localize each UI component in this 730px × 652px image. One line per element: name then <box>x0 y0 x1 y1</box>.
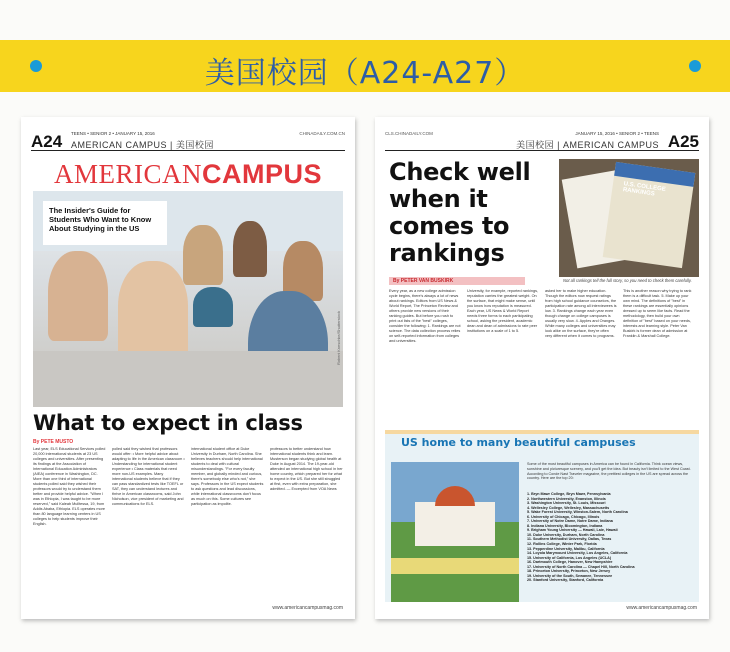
header-meta: TEENS • SENIOR 2 • JANUARY 15, 2016 <box>71 131 155 136</box>
page-number: A25 <box>667 132 699 151</box>
page-footer-url: www.americancampusmag.com <box>272 605 343 611</box>
article-column: professors to better understand how international students think and learn. Musterson began studying global health at Duke in August 2014. The 19-year-old attended an international high school in her home country, which prepared her for what to expect in the US. But she still struggled at first, even with extra preparation, she admitted. — Excerpted from VOA News <box>270 447 343 491</box>
campus-photo <box>391 462 519 602</box>
brand-part-2: CAMPUS <box>202 159 323 189</box>
banner-title: 美国校园（A24-A27） <box>204 56 526 91</box>
article-column: University, for example, reported rankings, reputation carries the greatest weight. On the surface, that might make sense, until you know how reputation is measured. Each year, US News & World Report needs three forms to each participating school, asking the president, academic dean and dean of admissions to rate peer institutions on a scale of 1 to 5. <box>467 289 539 333</box>
page-footer-url: www.americancampusmag.com <box>626 605 697 611</box>
article-column: polled said they wished that professors would offer: • More helpful advice about adapting to life in the American classroom • Understanding for international student experience • Class materials that need more non-US examples. Many international students believe that if they can pass standardized tests like TOEFL or SAT, they can understand lectures and thrive in American classrooms, said John Nicholson, vice president of marketing and communications for ELS. <box>112 447 185 506</box>
right-page <box>375 117 709 619</box>
list-item: 10. Duke University, Durham, North Carolina <box>527 532 605 537</box>
list-item: 1. Bryn Mawr College, Bryn Mawr, Pennsylvania <box>527 492 611 496</box>
article-column: Last year, ELS Educational Services polled 20,000 international students at 23 US colleges and universities. After presenting its findings at the Association of International Education Administrators (AIEA) conference in Washington, DC. More than one third of international students polled said they wished their professors would try to understand them better and provide helpful advice. "When I was in Ethiopia, I was taught to be more reserved," said Kaleab Mulltessa, 19, from Addis Ababa, Ethiopia. ELS operates more than 80 language learning centers in US colleges to help students improve their English. <box>33 447 106 526</box>
article-column: international student office at Duke University in Durham, North Carolina. She believes teachers should help international students to deal with cultural misunderstandings. "For every faculty member, and globally minded and curious, there's somebody else who's not," she says. Professors in the US expect students to ask questions and lead discussions, while international classrooms don't focus as much on this. Some cultures see participation as impolite. <box>191 447 264 506</box>
banner <box>0 0 730 92</box>
article-body <box>33 447 343 597</box>
list-item: 2. Northwestern University, Evanston, Illinois <box>527 496 606 501</box>
left-page <box>21 117 355 619</box>
photo-credit: Robert Kneschke/Shutterstock <box>336 311 341 366</box>
left-page-header <box>31 129 345 151</box>
list-item: 4. Wellesley College, Wellesley, Massachusetts <box>527 505 610 510</box>
article-headline: What to expect in class <box>33 411 303 435</box>
campuses-box-title: US home to many beautiful campuses <box>401 436 636 449</box>
list-item: 5. Wake Forest University, Winston-Salem, North Carolina <box>527 510 628 515</box>
article-column: Every year, as a new college admission cycle begins, there's always a lot of news about rankings. Editors from US News & World Report, The Princeton Review and others provide new versions of their ranking guides. But before you rush to print out lists of the "best" colleges, consider the following: 1. Rankings are not science. The data collection process relies on self-reported information from colleges and universities. <box>389 289 461 343</box>
classroom-photo <box>33 191 343 407</box>
list-item: 15. University of California, Los Angeles (UCLA) <box>527 555 612 560</box>
campuses-box <box>385 430 699 602</box>
list-item: 6. University of Chicago, Chicago, Illinois <box>527 514 600 519</box>
header-meta: JANUARY 15, 2016 • SENIOR 2 • TEENS <box>575 131 659 136</box>
article-byline: By PETER VAN BUSKIRK <box>389 277 525 285</box>
article-headline: Check well when it comes to rankings <box>389 158 531 267</box>
campuses-intro: Some of the most beautiful campuses in America can be found in California. Think ocean views, sunshine and picturesque scenery, and you'll get the idea. But beauty isn't limited to the West Coast. According to Conde Nast Traveler magazine, the prettiest colleges in the US are spread across the country. Here are the top 20: <box>527 462 691 481</box>
rankings-books-photo <box>559 159 699 277</box>
inset-title-box: The Insider's Guide for Students Who Want to Know About Studying in the US <box>43 201 167 245</box>
list-item: 8. Indiana University, Bloomington, Indiana <box>527 523 603 528</box>
list-item: 16. Dartmouth College, Hanover, New Hampshire <box>527 560 613 565</box>
list-item: 9. Brigham Young University — Hawaii, Laie, Hawaii <box>527 528 618 533</box>
list-item: 17. University of North Carolina — Chapel Hill, North Carolina <box>527 564 635 569</box>
page-number: A24 <box>31 132 63 151</box>
list-item: 13. Pepperdine University, Malibu, California <box>527 546 605 551</box>
article-column: asked her to make higher education. Though the editors now request ratings from high school guidance counselors, the participation rate among all interviewees is low. 3. Rankings change each year even though change on college campuses is usually very slow. 4. Apples and Oranges. While many colleges and universities may look alike on the surface, they're often very different when it comes to programs. <box>545 289 617 338</box>
section-label: AMERICAN CAMPUS | 美国校园 <box>71 140 214 150</box>
list-item: 3. Washington University, St. Louis, Missouri <box>527 501 606 506</box>
photo-caption: Not all rankings tell the full story, so you need to check them carefully. <box>563 278 692 283</box>
section-label: 美国校园 | AMERICAN CAMPUS <box>516 140 659 150</box>
right-page-header <box>385 129 699 151</box>
article-byline: By PETE MUSTO <box>33 439 74 445</box>
list-item: 7. University of Notre Dame, Notre Dame, Indiana <box>527 519 613 524</box>
list-item: 12. Rollins College, Winter Park, Florida <box>527 542 597 547</box>
list-item: 18. Princeton University, Princeton, New Jersey <box>527 569 611 574</box>
brand-part-1: AMERICAN <box>53 159 202 189</box>
list-item: 11. Southern Methodist University, Dallas, Texas <box>527 537 612 542</box>
header-website: CHINADAILY.COM.CN <box>299 131 345 136</box>
article-body <box>389 289 695 399</box>
header-website: CLS.CHINADAILY.COM <box>385 131 433 136</box>
brand-title <box>21 159 355 190</box>
book-title: U.S. COLLEGE RANKINGS <box>622 181 667 198</box>
article-column: This is another reason why trying to rank them is a difficult task. 5. Make up your own mind. The definitions of "best" in these rankings are essentially opinions dressed up to seem like facts. Read the methodology, then build your own definition of "best" based on your needs, interests and learning style. Peter Van Buskirk is former dean of admission at Franklin & Marshall College. <box>623 289 692 338</box>
list-item: 20. Stanford University, Stanford, California <box>527 578 604 583</box>
list-item: 19. University of the South, Sewanee, Tennessee <box>527 573 613 578</box>
list-item: 14. Loyola Marymount University, Los Angeles, California <box>527 551 628 556</box>
campuses-list <box>527 492 693 583</box>
